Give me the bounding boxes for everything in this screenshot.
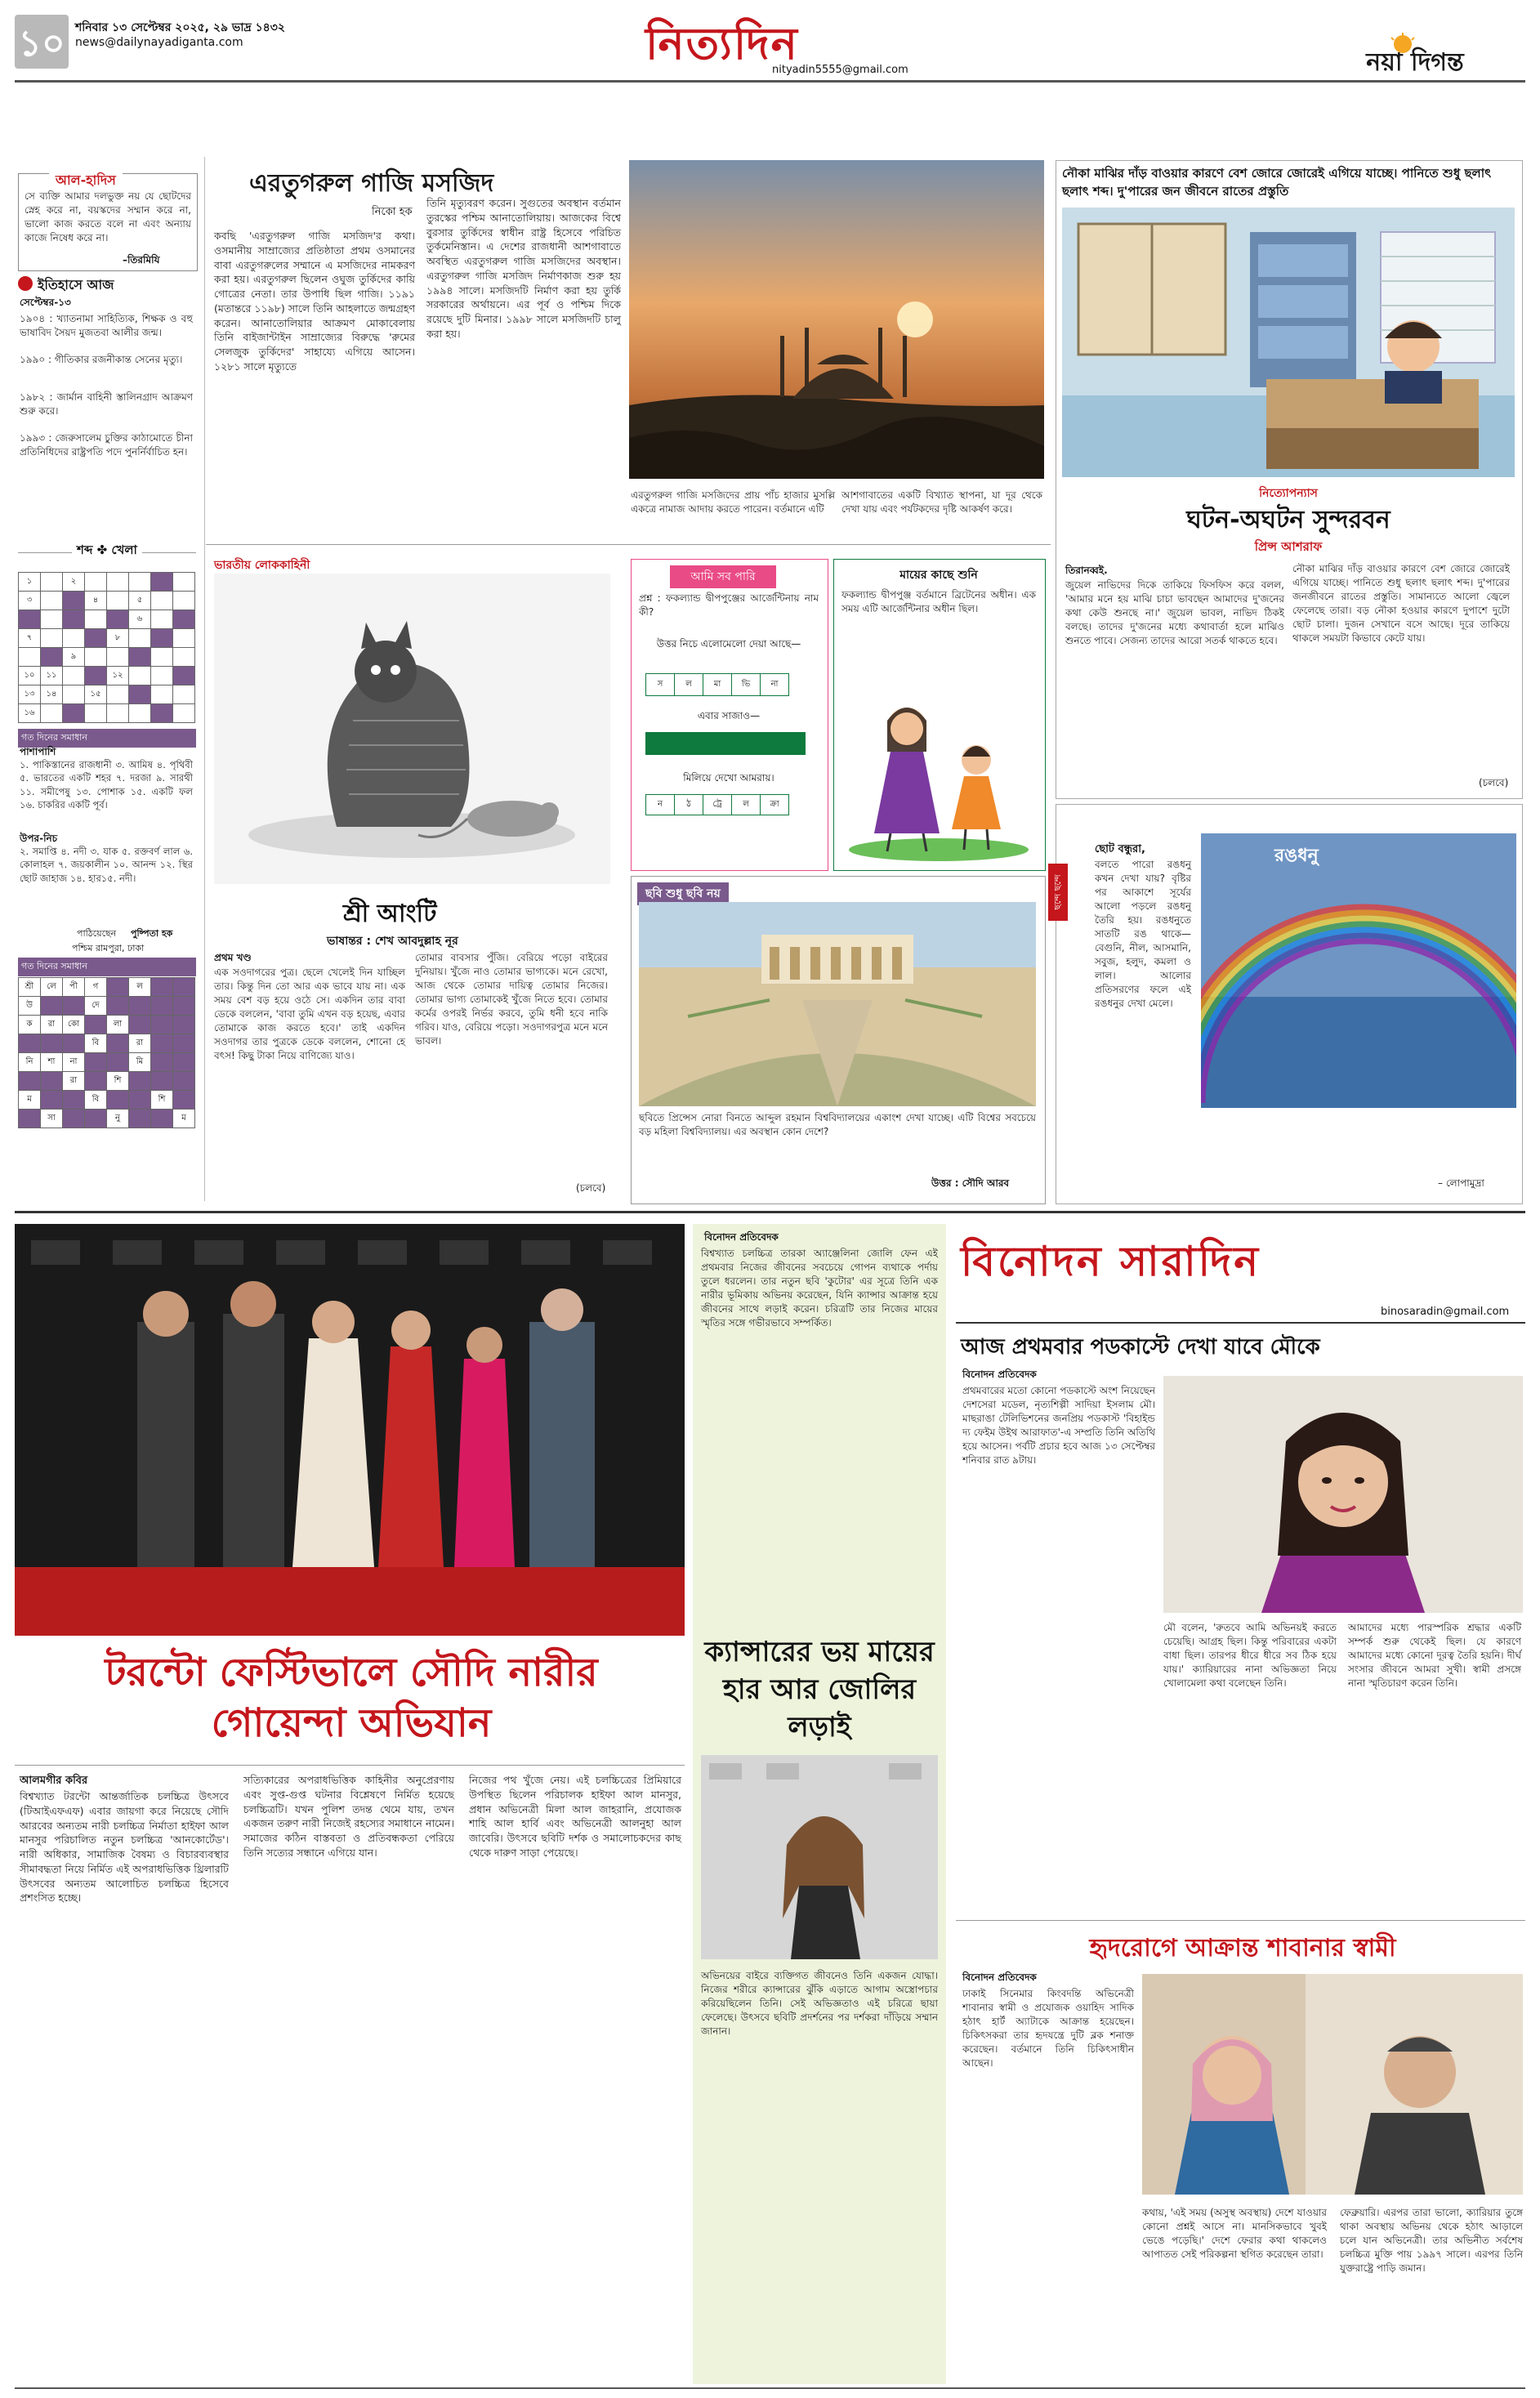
solution-cell — [63, 1034, 85, 1053]
solution-cell — [41, 1091, 63, 1110]
solution-cell — [173, 1053, 195, 1072]
solution-cell — [85, 1053, 107, 1072]
rainbow-small-title: ছোট বন্ধুরা, — [1095, 843, 1145, 855]
solution-cell — [41, 1034, 63, 1053]
quiz-hint3: মিলিয়ে দেখো আমরায়। — [683, 772, 774, 784]
quiz-letter: না — [761, 674, 789, 696]
quiz-answer-row — [645, 794, 789, 815]
quiz-letter: ভি — [732, 674, 761, 696]
solution-cell — [173, 978, 195, 997]
clue-down: ২. সমাপ্তি ৪. নদী ৩. যাক ৫. রক্তবর্ণ লাল ৬. কোলাহল ৭. জয়কালীন ১০. আনন্দ ১২. স্থির ছোট জাহাজ ১৪. হার১৫. নদী। — [20, 846, 193, 884]
solution-cell: রা — [63, 1072, 85, 1091]
sender-place: পশ্চিম রামপুরা, ঢাকা — [72, 943, 145, 953]
mosque-caption-right: আশগাবাতের একটি বিখ্যাত স্থাপনা, যা দূর থেকে দেখা যায় এবং পর্যটকদের দৃষ্টি আকর্ষণ করে। — [841, 489, 1042, 516]
serial-label: নিত্যোপন্যাস — [1259, 487, 1318, 500]
quiz-answer: ক্রা — [761, 795, 789, 815]
solution-cell — [107, 978, 129, 997]
rainbow-text: বলতে পারো রঙধনু কখন দেখা যায়? বৃষ্টির পর আকাশে সূর্যের আলো পড়লে রঙধনু তৈরি হয়। রঙধনুতে সাতটি রঙ থাকে— বেগুনি, নীল, আসমানি, সবুজ, হলুদ, কমলা ও লাল। আলোর প্রতিসরণের ফলে এই রঙধনুর দেখা মেলে। — [1095, 859, 1191, 1010]
mosque-col1: কবছি 'এরতুগরুল গাজি মসজিদ'র কথা। ওসমানীয় সাম্রাজ্যের প্রতিষ্ঠাতা প্রথম ওসমানের বাবা এরতুগরুলের সম্মানে এ মসজিদের নামকরণ করা হয়। এরতুগরুল ছিলেন ওঘুজ তুর্কিদের কায়ি গোত্রের নেতা। তার উপাধি ছিল গাজি। ১১৯১ (মতান্তরে ১১৯৮) সালে তিনি আহলাতে জন্মগ্রহণ করেন। আনাতোলিয়ার আক্রমণ মোকাবেলায় তিনি বাইজান্টাইন সাম্রাজ্যের বিরুদ্ধে 'রুমের সেলজুক তুর্কিদের' সাহায্যে এগিয়ে আসেন। ১২৮১ সালে মৃত্যুতে — [214, 230, 415, 373]
solution-cell: নি — [19, 1053, 41, 1072]
solution-cell: লা — [107, 1016, 129, 1034]
folk-illustration — [214, 574, 610, 884]
solution-cell: বি — [85, 1034, 107, 1053]
solution-cell: কো — [63, 1016, 85, 1034]
quiz-hint1: উত্তর নিচে এলোমেলো দেয়া আছে— — [656, 638, 801, 650]
cw-cell: ১৫ — [85, 685, 107, 704]
solution-cell: বি — [85, 1091, 107, 1110]
solution-cell: পী — [63, 978, 85, 997]
mosque-caption-left: এরতুগরুল গাজি মসজিদের প্রায় পাঁচ হাজার মুসল্লি একত্রে নামাজ আদায় করতে পারেন। বর্তমানে এটি — [631, 489, 835, 516]
solution-cell: শ্রী — [19, 978, 41, 997]
page-number: ১০ — [18, 23, 65, 65]
solution-cell — [85, 1072, 107, 1091]
quiz-answer: ন — [646, 795, 675, 815]
quiz-hint2: এবার সাজাও— — [697, 710, 761, 721]
history-icon — [18, 276, 33, 291]
jolie-photo — [701, 1755, 938, 1959]
solution-cell: দে — [85, 997, 107, 1016]
solution-cell: মি — [129, 1053, 151, 1072]
clue-down-label: উপর-নিচ — [20, 833, 58, 844]
cw-cell: ১২ — [107, 667, 129, 685]
cw-cell: ২ — [63, 573, 85, 592]
crossword-grid — [18, 572, 195, 723]
solution-cell — [19, 1072, 41, 1091]
solution-cell: গ — [85, 978, 107, 997]
solution-cell — [151, 1110, 173, 1128]
solution-cell: রা — [129, 1034, 151, 1053]
quiz-answer: ল — [732, 795, 761, 815]
hadith-text: সে ব্যক্তি আমার দলভুক্ত নয় যে ছোটদের স্নেহ করে না, বয়স্কদের সম্মান করে না, ভালো কাজ করতে বলে না এবং অন্যায় কাজে নিষেধ করে না। — [25, 190, 191, 244]
mid-page-rule — [15, 1211, 1525, 1213]
solution-cell — [107, 1034, 129, 1053]
entertainment-title: বিনোদন সারাদিন — [961, 1238, 1261, 1285]
mosque-title: এরতুগরুল গাজি মসজিদ — [249, 169, 494, 198]
mouk-col2: মৌ বলেন, 'রুতবে আমি অভিনয়ই করতে চেয়েছি। আগ্রহ ছিল। কিন্তু পরিবারের একটা বাধা ছিল। তারপর ধীরে ধীরে সব ঠিক হয়ে যায়।' ক্যারিয়ারের নানা অভিজ্ঞতা নিয়ে খোলামেলা কথা বলেছেন তিনি। — [1163, 1622, 1337, 1690]
history-item-4: ১৯৯৩ : জেরুসালেম চুক্তির কাঠামোতে চীনা প্রতিনিধিদের রাষ্ট্রপতি পদে পুনর্নির্বাচিত হন। — [20, 432, 193, 458]
section-email[interactable]: nityadin5555@gmail.com — [772, 64, 908, 76]
heart-col1: ঢাকাই সিনেমার কিংবদন্তি অভিনেত্রী শাবানার স্বামী ও প্রযোজক ওয়াহিদ সাদিক হঠাৎ হার্ট অ্যাটাকে আক্রান্ত হয়েছেন। চিকিৎসকরা তার হৃদযন্ত্রে দুটি ব্লক শনাক্ত করেছেন। বর্তমানে তিনি চিকিৎসাধীন আছেন। — [962, 1988, 1134, 2070]
jolie-byline: বিনোদন প্রতিবেদক — [704, 1231, 779, 1243]
folk-section-label: ভারতীয় লোককাহিনী — [214, 559, 310, 572]
folk-title: শ্রী আংটি — [343, 900, 437, 928]
cw-cell: ৩ — [19, 592, 41, 610]
solution-cell: শি — [107, 1072, 129, 1091]
solution-cell — [151, 1072, 173, 1091]
solution-cell — [151, 1053, 173, 1072]
photo-caption: ছবিতে প্রিন্সেস নোরা বিনতে আব্দুল রহমান বিশ্ববিদ্যালয়ের একাংশ দেখা যাচ্ছে। এটি বিশ্বের সবচেয়ে বড় মহিলা বিশ্ববিদ্যালয়। এর অবস্থান কোন দেশে? — [639, 1112, 1036, 1138]
solution-cell: নু — [107, 1110, 129, 1128]
mosque-photo — [629, 160, 1044, 479]
mouk-byline: বিনোদন প্রতিবেদক — [962, 1369, 1037, 1380]
solution-cell: শা — [41, 1053, 63, 1072]
solution-cell — [129, 1016, 151, 1034]
mother-text: ফকল্যান্ড দ্বীপপুঞ্জ বর্তমানে ব্রিটেনের অধীন। এক সময় এটি আর্জেন্টিনার অধীন ছিল। — [841, 589, 1036, 615]
solution-cell: ক — [19, 1016, 41, 1034]
serial-author: প্রিন্স আশরাফ — [1254, 539, 1323, 554]
section-title: নিত্যদিন — [645, 17, 799, 69]
mosque-col2: তিনি মৃত্যুবরণ করেন। সুগুতের অবস্থান বর্তমান তুরস্কের পশ্চিম আনাতোলিয়ায়। আজকের বিশ্বে বুরসার তুর্কিদের স্বাধীন রাষ্ট্র হিসেবে পরিচিত তুর্কমেনিস্তান। এ দেশের রাজধানী আশগাবাতে অবস্থিত এরতুগরুল গাজি মসজিদের অবস্থান। এরতুগরুল গাজি মসজিদ নির্মাণকাজ শুরু হয় ১৯৯৪ সালে। মসজিদটি নির্মাণ করা হয় তুর্কি সরকারের অর্থায়নে। এর পূর্ব ও পশ্চিম দিকে রয়েছে দুটি মিনার। ১৯৯৮ সালে মসজিদটি চালু করা হয়। — [426, 197, 621, 340]
folk-part: প্রথম খণ্ড — [214, 952, 252, 963]
entertainment-rule — [956, 1322, 1525, 1324]
history-title: ইতিহাসে আজ — [38, 277, 114, 292]
cw-cell: ৬ — [129, 610, 151, 629]
solution-cell — [151, 1034, 173, 1053]
quiz-answer: ট্রে — [703, 795, 732, 815]
solution-cell — [63, 997, 85, 1016]
history-date: সেপ্টেম্বর-১৩ — [20, 297, 71, 308]
folk-translator: ভাষান্তর : শেখ আবদুল্লাহ নূর — [327, 935, 458, 948]
solution-cell — [151, 978, 173, 997]
prev-solution-label: গত দিনের সমাধান — [18, 729, 196, 748]
solution-cell — [41, 1072, 63, 1091]
comic-caption: নৌকা মাঝির দাঁড় বাওয়ার কারণে বেশ জোরে জোরেই এগিয়ে যাচ্ছে। পানিতে শুধু ছলাৎ ছলাৎ শব্দ। দু'পারের জন জীবনে রাতের প্রস্তুতি — [1062, 166, 1492, 199]
hadith-title: আল-হাদিস — [49, 170, 123, 192]
university-photo — [639, 902, 1036, 1106]
solution-cell — [85, 1016, 107, 1034]
rainbow-title: রঙধনু — [1274, 846, 1319, 866]
left-col-divider — [204, 157, 205, 1201]
mouk-col3: আমাদের মধ্যে পারস্পরিক শ্রদ্ধার একটি সম্পর্ক শুরু থেকেই ছিল। যে কারণে আমাদের মধ্যে কোনো দূরত্ব তৈরি হয়নি। দীর্ঘ সংসার জীবনে আমরা সুখী। স্বামী প্রসঙ্গে নানা স্মৃতিচারণ করেন তিনি। — [1348, 1622, 1521, 1690]
quiz-letter: মা — [703, 674, 732, 696]
sender-name: পুষ্পিতা হক — [131, 928, 173, 939]
email-link[interactable]: news@dailynayadiganta.com — [75, 36, 243, 49]
solution-cell: ল — [129, 978, 151, 997]
comic-illustration — [1062, 208, 1515, 477]
serial-col1: জুয়েল নাভিদের দিকে তাকিয়ে ফিসফিস করে বলল, 'আমার মনে হয় মাঝি চাচা ভাবছেন আমাদের দু'জনের কথা কেউ শুনছে না।' জুয়েল ভাবল, নাভিদ ঠিকই বলছে। তাদের দু'জনের মধ্যে কথাবার্তা হলে মাঝিও শুনতে পাবে। সেজন্য তাদের আরো সতর্ক থাকতে হবে। — [1065, 579, 1284, 647]
quiz-question: প্রশ্ন : ফকল্যান্ড দ্বীপপুঞ্জের আর্জেন্টিনায় নাম কী? — [639, 592, 819, 618]
solution-cell — [107, 1091, 129, 1110]
serial-col2: নৌকা মাঝির দাঁড় বাওয়ার কারণে বেশ জোরে জোরেই এগিয়ে যাচ্ছে। পানিতে শুধু ছলাৎ ছলাৎ শব্দ। দু'পারের জনজীবনে রাতের প্রস্তুতি। সামান্যতে আলো জ্বেলে ফেলেছে তারা। বড় নৌকা হওয়ার কারণে দুপাশে দুটো ছোট চালা। দুজন সেখানে বসে আছে। দূরে তাকিয়ে থাকলে সময়টা কিভাবে কেটে যায়। — [1292, 563, 1510, 645]
solution-label: গত দিনের সমাধান — [18, 958, 196, 976]
photo-answer: উত্তর : সৌদি আরব — [931, 1177, 1010, 1189]
cw-cell: ১৪ — [41, 685, 63, 704]
quiz-letter: ল — [675, 674, 703, 696]
cw-cell: ১১ — [41, 667, 63, 685]
solution-cell: রা — [41, 1016, 63, 1034]
paper-logo-text: নয়া দিগন্ত — [1366, 48, 1464, 77]
tiff-headline: টরন্টো ফেস্টিভালে সৌদি নারীর গোয়েন্দা অভিযান — [105, 1650, 598, 1747]
sender-label: পাঠিয়েছেন — [77, 928, 117, 939]
mouk-headline: আজ প্রথমবার পডকাস্টে দেখা যাবে মৌকে — [961, 1335, 1320, 1360]
serial-title: ঘটন-অঘটন সুন্দরবন — [1186, 506, 1390, 534]
solution-cell — [129, 1091, 151, 1110]
solution-cell: ম — [19, 1091, 41, 1110]
photo-title: ছবি শুধু ছবি নয় — [637, 882, 729, 905]
cw-cell: ১৩ — [19, 685, 41, 704]
cw-cell: ১৬ — [19, 704, 41, 723]
cw-cell: ১ — [19, 573, 41, 592]
jolie-headline: ক্যান্সারের ভয় মায়ের হার আর জোলির লড়াই — [704, 1636, 935, 1744]
solution-cell — [107, 997, 129, 1016]
entertainment-email[interactable]: binosaradin@gmail.com — [1381, 1306, 1510, 1318]
solution-cell — [19, 1034, 41, 1053]
mouk-col1: প্রথমবারের মতো কোনো পডকাস্টে অংশ নিয়েছেন দেশসেরা মডেল, নৃত্যশিল্পী সাদিয়া ইসলাম মৌ। মাছরাঙা টেলিভিশনের জনপ্রিয় পডকাস্ট 'বিহাইন্ড দ্য ফেইম উইথ আরাফাত'-এ সম্প্রতি তিনি অতিথি হয়ে আসেন। পর্বটি প্রচার হবে আজ ১৩ সেপ্টেম্বর শনিবার রাত ৯টায়। — [962, 1385, 1155, 1467]
heart-headline: হৃদরোগে আক্রান্ত শাবানার স্বামী — [1089, 1934, 1396, 1963]
solution-cell — [173, 1072, 195, 1091]
quiz-letter: স — [646, 674, 675, 696]
mosque-bottom-rule — [206, 544, 1051, 545]
solution-cell — [129, 1072, 151, 1091]
tiff-col3: নিজের পথ খুঁজে নেয়। এই চলচ্চিত্রের প্রিমিয়ারে উপস্থিত ছিলেন পরিচালক হাইফা আল মানসুর, প্রধান অভিনেত্রী মিলা আল জাহরানি, প্রযোজক শাহি আল হার্বি এবং অভিনেত্রী আলনুহা আল জাবেরি। উৎসবে ছবিটি দর্শক ও সমালোচকদের কাছ থেকে দারুণ সাড়া পেয়েছে। — [469, 1774, 681, 1859]
tiff-col1: বিশ্বখ্যাত টরন্টো আন্তর্জাতিক চলচ্চিত্র উৎসবে (টিআইএফএফ) এবার জায়গা করে নিয়েছে সৌদি আরবের অন্যতম নারী চলচ্চিত্র নির্মাতা হাইফা আল মানসুর পরিচালিত নতুন চলচ্চিত্র 'আনকোর্টেড'। নারী অধিকার, সামাজিক বৈষম্য ও বিচারব্যবস্থার সীমাবদ্ধতা নিয়ে নির্মিত এই অপরাধভিত্তিক থ্রিলারটি উৎসবের অন্যতম আলোচিত চলচ্চিত্র হিসেবে প্রশংসিত হচ্ছে। — [20, 1790, 229, 1905]
solution-cell: সা — [41, 1110, 63, 1128]
clue-across-label: পাশাপাশি — [20, 746, 56, 757]
solution-cell: উ — [19, 997, 41, 1016]
solution-cell — [151, 997, 173, 1016]
heart-top-rule — [956, 1920, 1525, 1921]
date-line: শনিবার ১৩ সেপ্টেম্বর ২০২৫, ২৯ ভাদ্র ১৪৩২ — [75, 21, 285, 34]
hadith-source: –তিরমিযি — [123, 254, 160, 266]
solution-cell — [173, 1016, 195, 1034]
history-item-3: ১৯৮২ : জার্মান বাহিনী স্তালিনগ্রাদ আক্রমণ শুরু করে। — [20, 391, 193, 418]
quiz-title: আমি সব পারি — [670, 565, 776, 588]
cw-cell: ৮ — [107, 629, 129, 648]
mouk-photo — [1163, 1376, 1523, 1613]
history-item-2: ১৯৯০ : গীতিকার রজনীকান্ত সেনের মৃত্যু। — [20, 354, 183, 365]
tiff-headline-rule — [15, 1765, 685, 1766]
cw-cell: ৫ — [129, 592, 151, 610]
mother-illustration — [841, 678, 1036, 863]
jolie-text: বিশ্বখ্যাত চলচ্চিত্র তারকা অ্যাঞ্জেলিনা জোলি ফেন এই প্রথমবার নিজের জীবনের সবচেয়ে গোপন ব্যথাকে পর্দায় তুলে ধরলেন। তার নতুন ছবি 'কুটোর' এর সূত্রে তিনি এক নারীর ভূমিকায় অভিনয় করেছেন, যিনি ক্যান্সার আক্রান্ত হয়ে জীবনের সাথে লড়াই করেন। চরিত্রটি তার নিজের মায়ের স্মৃতির সঙ্গে গভীরভাবে সম্পর্কিত। — [701, 1248, 938, 1329]
quiz-blank-row — [645, 732, 806, 755]
serial-prev: তিরানব্বই. — [1065, 565, 1108, 576]
mother-title: মায়ের কাছে শুনি — [899, 569, 978, 582]
solution-cell — [129, 1110, 151, 1128]
jolie-text2: অভিনয়ের বাইরে ব্যক্তিগত জীবনেও তিনি একজন যোদ্ধা। নিজের শরীরে ক্যান্সারের ঝুঁকি এড়াতে আগাম অস্ত্রোপচার করিয়েছিলেন তিনি। সেই অভিজ্ঞতাও এই চরিত্রে ছায়া ফেলেছে। উৎসবে ছবিটি প্রদর্শনের পর দর্শকরা দাঁড়িয়ে সম্মান জানান। — [701, 1970, 938, 2038]
solution-cell — [63, 1110, 85, 1128]
puzzle-title: শব্দ ✤ খেলা — [72, 541, 142, 561]
folk-col2: তোমার বাবসার পুঁজি। বেরিয়ে পড়ো বাইরের দুনিয়ায়। খুঁজে নাও তোমার ভাগ্যকে। মনে রেখো, আজ থেকে তোমার দায়িত্ব তোমার নিজের। তোমার ভাগ্য তোমাকেই খুঁজে নিতে হবে। তোমার কর্মের ওপরই নির্ভর করবে, তুমি ধনী হবে নাকি গরিব। যাও, বেরিয়ে পড়ো। সওদাগরপুত্র মনে মনে ভাবল। — [415, 952, 608, 1047]
solution-cell: ম — [173, 1110, 195, 1128]
cw-cell: ৪ — [85, 592, 107, 610]
heart-col3: ফেব্রুয়ারি। এরপর তারা ভালো, ক্যারিয়ার তুঙ্গে থাকা অবস্থায় অভিনয় থেকে হঠাৎ আড়ালে চলে যান অভিনেত্রী। তার অভিনীত সর্বশেষ চলচ্চিত্র মুক্তি পায় ১৯৯৭ সালে। এরপর তিনি যুক্তরাষ্ট্রে পাড়ি জমান। — [1340, 2207, 1523, 2275]
heart-byline: বিনোদন প্রতিবেদক — [962, 1972, 1037, 1983]
solution-cell — [173, 1034, 195, 1053]
page-bottom-rule — [15, 2387, 1525, 2389]
heart-col2: কথায়, 'এই সময় (অসুস্থ অবস্থায়) দেশে যাওয়ার কোনো প্রশ্নই আসে না। মানসিকভাবে খুবই ভেঙে পড়েছি।' দেশে ফেরার কথা থাকলেও আপাতত সেই পরিকল্পনা স্থগিত করেছেন তারা। — [1142, 2207, 1327, 2261]
folk-col1: এক সওদাগরের পুত্র। ছেলে খেলেই দিন যাচ্ছিল তার। কিন্তু দিন তো আর এক ভাবে যায় না। এক সময় বেশ বড় হয়ে ওঠে সে। একদিন তার বাবা ডেকে বললেন, 'বাবা তুমি এখন বড় হয়েছ, এবার তোমাকে কাজ করতে হবে।' তাই একদিন সওদাগর তার পুত্রকে ডেকে বললেন, শোনো হে বৎস! কিছু টাকা নিয়ে বাণিজ্যে যাও। — [214, 967, 405, 1062]
cw-cell: ১০ — [19, 667, 41, 685]
solution-cell — [85, 1110, 107, 1128]
rainbow-side-label: ছন্দে ছন্দে — [1048, 864, 1068, 921]
heart-photo — [1142, 1974, 1523, 2195]
solution-cell — [151, 1016, 173, 1034]
quiz-letter-row — [645, 673, 789, 696]
rainbow-author: – লোপামুদ্রা — [1438, 1177, 1484, 1189]
tiff-photo — [15, 1224, 685, 1636]
history-item-1: ১৯০৪ : খ্যাতনামা সাহিত্যিক, শিক্ষক ও বহু ভাষাবিদ সৈয়দ মুজতবা আলীর জন্ম। — [20, 313, 193, 339]
quiz-answer: ঠ — [675, 795, 703, 815]
header-rule — [15, 80, 1525, 83]
serial-continued: (চলবে) — [1479, 777, 1509, 788]
tiff-col2: সত্যিকারের অপরাধভিত্তিক কাহিনীর অনুপ্রেরণায় এবং সুপ্ত-গুপ্ত ঘটনার বিশ্লেষণে নির্মিত হয়েছে চলচ্চিত্রটি। যখন পুলিশ তদন্ত থেমে যায়, তখন একজন তরুণ নারী নিজেই রহস্যের সমাধানে নামেন। সমাজের কঠিন বাস্তবতা ও প্রতিবন্ধকতা পেরিয়ে তিনি সত্যের সন্ধানে এগিয়ে যান। — [243, 1774, 454, 1859]
solution-cell — [173, 997, 195, 1016]
solution-grid — [18, 977, 195, 1128]
folk-continued: (চলবে) — [576, 1182, 606, 1194]
cw-cell: ৭ — [19, 629, 41, 648]
solution-cell — [107, 1053, 129, 1072]
solution-cell — [63, 1091, 85, 1110]
cw-cell: ৯ — [63, 648, 85, 667]
solution-cell — [129, 997, 151, 1016]
solution-cell: শি — [151, 1091, 173, 1110]
solution-cell: লে — [41, 978, 63, 997]
solution-cell — [173, 1091, 195, 1110]
rainbow-photo — [1201, 833, 1516, 1108]
clue-across: ১. পাকিস্তানের রাজধানী ৩. আমিষ ৪. পৃথিবী ৫. ভারতের একটি শহর ৭. দরজা ৯. সারথী ১১. সমীপেষু ১৩. পোশাক ১৫. একটি ফল ১৬. চাকরির একটি পূর্ব। — [20, 759, 193, 810]
tiff-byline: আলমগীর কবির — [20, 1775, 88, 1787]
solution-cell: না — [63, 1053, 85, 1072]
solution-cell — [41, 997, 63, 1016]
solution-cell — [19, 1110, 41, 1128]
mosque-byline: নিকো হক — [372, 206, 413, 218]
